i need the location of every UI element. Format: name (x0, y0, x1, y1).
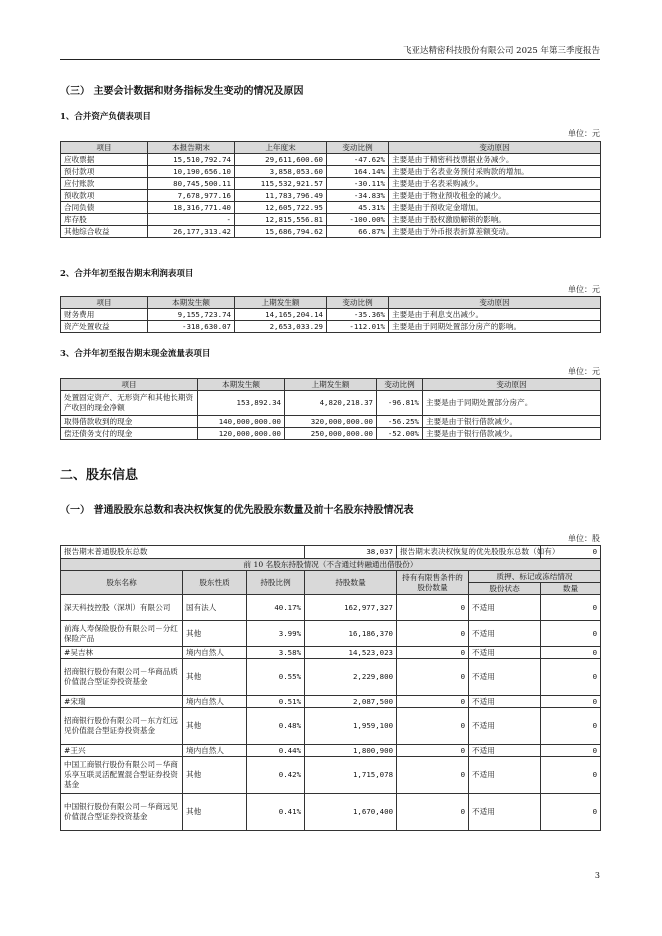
income-statement-title: 2、合并年初至报告期末利润表项目 (60, 269, 194, 279)
restricted-count: 0 (397, 621, 469, 647)
shareholder-section-title: 二、股东信息 (60, 468, 139, 483)
holding-ratio: 0.48% (247, 708, 305, 745)
row-label: 其他综合收益 (61, 226, 148, 238)
col-header-qty: 数量 (541, 583, 601, 595)
prior-value: 12,605,722.95 (235, 202, 327, 214)
table-row (61, 226, 601, 238)
holding-count: 2,229,800 (305, 659, 397, 696)
shareholder-row (61, 647, 601, 659)
column-header: 项目 (61, 297, 148, 309)
pledge-status: 不适用 (469, 621, 541, 647)
change-ratio: 164.14% (327, 166, 389, 178)
holding-count: 1,959,100 (305, 708, 397, 745)
pledge-qty: 0 (541, 659, 601, 696)
holder-name: 前海人寿保险股份有限公司－分红保险产品 (61, 621, 183, 647)
prior-value: 15,686,794.62 (235, 226, 327, 238)
prior-value: 3,858,053.60 (235, 166, 327, 178)
shareholder-table (60, 545, 601, 831)
change-ratio: -96.81% (377, 391, 423, 416)
holder-name: #吴吉林 (61, 647, 183, 659)
pledge-status: 不适用 (469, 708, 541, 745)
change-ratio: -100.00% (327, 214, 389, 226)
change-reason: 主要是由于银行借款减少。 (423, 428, 601, 440)
pledge-qty: 0 (541, 595, 601, 621)
column-header: 项目 (61, 142, 148, 154)
current-value: 10,190,656.10 (148, 166, 235, 178)
column-header: 上期发生额 (235, 297, 327, 309)
holder-name: 中国银行股份有限公司－华商远见价值混合型证券投资基金 (61, 794, 183, 831)
shareholder-header-row-1 (61, 571, 601, 583)
change-ratio: 66.87% (327, 226, 389, 238)
table-row (61, 391, 601, 416)
holder-name: #王兴 (61, 745, 183, 757)
table-row (61, 178, 601, 190)
column-header: 变动比例 (377, 379, 423, 391)
holder-nature: 国有法人 (183, 595, 247, 621)
row-label: 预收款项 (61, 190, 148, 202)
prior-value: 29,611,600.60 (235, 154, 327, 166)
current-value: 18,316,771.40 (148, 202, 235, 214)
current-value: - (148, 214, 235, 226)
change-ratio: -52.00% (377, 428, 423, 440)
restricted-count: 0 (397, 659, 469, 696)
column-header: 上年度末 (235, 142, 327, 154)
shareholder-row (61, 757, 601, 794)
pledge-qty: 0 (541, 621, 601, 647)
holding-count: 14,523,023 (305, 647, 397, 659)
shareholder-subtitle: （一） 普通股股东总数和表决权恢复的优先股股东数量及前十名股东持股情况表 (60, 505, 414, 516)
pledge-status: 不适用 (469, 647, 541, 659)
change-ratio: -112.01% (327, 321, 389, 333)
total-label: 报告期末普通股股东总数 (61, 546, 305, 559)
top10-label: 前 10 名股东持股情况（不含通过转融通出借股份） (61, 559, 601, 571)
column-header: 上期发生额 (285, 379, 377, 391)
change-ratio: -30.11% (327, 178, 389, 190)
col-header-ratio: 持股比例 (247, 571, 305, 595)
holder-name: #宋瑞 (61, 696, 183, 708)
top10-label-row (61, 559, 601, 571)
header-divider (60, 59, 600, 60)
holding-ratio: 40.17% (247, 595, 305, 621)
shareholder-row (61, 708, 601, 745)
holding-count: 1,715,078 (305, 757, 397, 794)
holder-nature: 其他 (183, 621, 247, 647)
shareholder-row (61, 696, 601, 708)
column-header: 本期发生额 (148, 297, 235, 309)
restricted-count: 0 (397, 745, 469, 757)
holder-name: 深天科技控股（深圳）有限公司 (61, 595, 183, 621)
current-value: 26,177,313.42 (148, 226, 235, 238)
current-value: 15,510,792.74 (148, 154, 235, 166)
pledge-status: 不适用 (469, 595, 541, 621)
row-label: 偿还债务支付的现金 (61, 428, 198, 440)
balance-sheet-title: 1、合并资产负债表项目 (60, 112, 151, 122)
column-header: 变动原因 (423, 379, 601, 391)
current-value: 140,000,000.00 (198, 416, 285, 428)
column-header: 变动比例 (327, 297, 389, 309)
row-label: 预付款项 (61, 166, 148, 178)
row-label: 处置固定资产、无形资产和其他长期资产收回的现金净额 (61, 391, 198, 416)
shareholder-total-row (61, 546, 601, 559)
row-label: 取得借款收到的现金 (61, 416, 198, 428)
change-reason: 主要是由于股权激励解锁的影响。 (389, 214, 601, 226)
balance-unit: 单位：元 (568, 129, 600, 138)
holder-nature: 境内自然人 (183, 647, 247, 659)
change-reason: 主要是由于同期处置部分房产的影响。 (389, 321, 601, 333)
holder-name: 招商银行股份有限公司－东方红远见价值混合型证券投资基金 (61, 708, 183, 745)
holding-ratio: 0.51% (247, 696, 305, 708)
column-header: 变动原因 (389, 142, 601, 154)
change-ratio: -47.62% (327, 154, 389, 166)
change-ratio: -35.36% (327, 309, 389, 321)
prior-value: 2,653,033.29 (235, 321, 327, 333)
col-header-restricted: 持有有限售条件的股份数量 (397, 571, 469, 595)
change-ratio: -34.83% (327, 190, 389, 202)
row-label: 合同负债 (61, 202, 148, 214)
table-row (61, 202, 601, 214)
current-value: -318,630.07 (148, 321, 235, 333)
shareholder-row (61, 745, 601, 757)
holding-ratio: 3.58% (247, 647, 305, 659)
holding-ratio: 0.44% (247, 745, 305, 757)
change-reason: 主要是由于精密科技票据业务减少。 (389, 154, 601, 166)
table-row (61, 166, 601, 178)
pledge-qty: 0 (541, 708, 601, 745)
table-header-row (61, 297, 601, 309)
restricted-count: 0 (397, 647, 469, 659)
current-value: 80,745,500.11 (148, 178, 235, 190)
prior-value: 250,000,000.00 (285, 428, 377, 440)
restricted-count: 0 (397, 696, 469, 708)
row-label: 资产处置收益 (61, 321, 148, 333)
holder-nature: 其他 (183, 659, 247, 696)
cashflow-title: 3、合并年初至报告期末现金流量表项目 (60, 349, 211, 359)
change-reason: 主要是由于名表业务预付采购款的增加。 (389, 166, 601, 178)
column-header: 变动原因 (389, 297, 601, 309)
holding-count: 16,186,370 (305, 621, 397, 647)
holder-nature: 境内自然人 (183, 745, 247, 757)
table-row (61, 214, 601, 226)
pledge-qty: 0 (541, 696, 601, 708)
prior-value: 12,815,556.81 (235, 214, 327, 226)
balance-sheet-table (60, 141, 601, 238)
holding-ratio: 3.99% (247, 621, 305, 647)
holder-name: 中国工商银行股份有限公司－华商乐享互联灵活配置混合型证券投资基金 (61, 757, 183, 794)
row-label: 应付账款 (61, 178, 148, 190)
change-reason: 主要是由于利息支出减少。 (389, 309, 601, 321)
column-header: 变动比例 (327, 142, 389, 154)
holding-count: 1,800,900 (305, 745, 397, 757)
prior-value: 14,165,204.14 (235, 309, 327, 321)
holding-count: 1,670,400 (305, 794, 397, 831)
change-reason: 主要是由于外币报表折算差额变动。 (389, 226, 601, 238)
pledge-status: 不适用 (469, 794, 541, 831)
change-reason: 主要是由于预收定金增加。 (389, 202, 601, 214)
change-ratio: -56.25% (377, 416, 423, 428)
pledge-status: 不适用 (469, 757, 541, 794)
change-reason: 主要是由于同期处置部分房产。 (423, 391, 601, 416)
row-label: 库存股 (61, 214, 148, 226)
cashflow-table (60, 378, 601, 440)
column-header: 项目 (61, 379, 198, 391)
pledge-qty: 0 (541, 745, 601, 757)
table-row (61, 309, 601, 321)
prior-value: 320,000,000.00 (285, 416, 377, 428)
table-row (61, 154, 601, 166)
table-row (61, 190, 601, 202)
holder-nature: 境内自然人 (183, 696, 247, 708)
holding-ratio: 0.41% (247, 794, 305, 831)
current-value: 7,678,977.16 (148, 190, 235, 202)
change-reason: 主要是由于银行借款减少。 (423, 416, 601, 428)
shareholder-unit: 单位：股 (568, 534, 600, 543)
holding-count: 162,977,327 (305, 595, 397, 621)
col-header-count: 持股数量 (305, 571, 397, 595)
pledge-qty: 0 (541, 647, 601, 659)
pledge-status: 不适用 (469, 696, 541, 708)
shareholder-row (61, 621, 601, 647)
restricted-count: 0 (397, 708, 469, 745)
table-header-row (61, 379, 601, 391)
restricted-count: 0 (397, 595, 469, 621)
current-value: 9,155,723.74 (148, 309, 235, 321)
change-reason: 主要是由于名表采购减少。 (389, 178, 601, 190)
prior-value: 115,532,921.57 (235, 178, 327, 190)
table-row (61, 321, 601, 333)
current-value: 120,000,000.00 (198, 428, 285, 440)
total-value: 38,037 (305, 546, 397, 559)
column-header: 本期发生额 (198, 379, 285, 391)
col-header-nature: 股东性质 (183, 571, 247, 595)
change-reason: 主要是由于物业预收租金的减少。 (389, 190, 601, 202)
table-header-row (61, 142, 601, 154)
pledge-status: 不适用 (469, 745, 541, 757)
page-number: 3 (594, 871, 600, 880)
table-row (61, 428, 601, 440)
col-header-pledge: 质押、标记或冻结情况 (469, 571, 601, 583)
holding-ratio: 0.55% (247, 659, 305, 696)
prior-value: 11,783,796.49 (235, 190, 327, 202)
section-3-title: （三） 主要会计数据和财务指标发生变动的情况及原因 (60, 86, 304, 97)
restricted-count: 0 (397, 757, 469, 794)
holding-ratio: 0.42% (247, 757, 305, 794)
column-header: 本报告期末 (148, 142, 235, 154)
pledge-qty: 0 (541, 757, 601, 794)
income-unit: 单位：元 (568, 285, 600, 294)
col-header-name: 股东名称 (61, 571, 183, 595)
pref-label: 报告期末表决权恢复的优先股股东总数（如有） (397, 546, 541, 559)
shareholder-row (61, 794, 601, 831)
change-ratio: 45.31% (327, 202, 389, 214)
current-value: 153,892.34 (198, 391, 285, 416)
cashflow-unit: 单位：元 (568, 367, 600, 376)
col-header-status: 股份状态 (469, 583, 541, 595)
row-label: 应收票据 (61, 154, 148, 166)
shareholder-row (61, 595, 601, 621)
pledge-qty: 0 (541, 794, 601, 831)
table-row (61, 416, 601, 428)
income-statement-table (60, 296, 601, 333)
page-header: 飞亚达精密科技股份有限公司 2025 年第三季度报告 (402, 46, 600, 56)
pledge-status: 不适用 (469, 659, 541, 696)
holder-nature: 其他 (183, 757, 247, 794)
prior-value: 4,820,218.37 (285, 391, 377, 416)
holder-name: 招商银行股份有限公司－华商品质价值混合型证券投资基金 (61, 659, 183, 696)
holding-count: 2,087,500 (305, 696, 397, 708)
shareholder-row (61, 659, 601, 696)
holder-nature: 其他 (183, 708, 247, 745)
restricted-count: 0 (397, 794, 469, 831)
holder-nature: 其他 (183, 794, 247, 831)
row-label: 财务费用 (61, 309, 148, 321)
pref-value: 0 (541, 546, 601, 559)
